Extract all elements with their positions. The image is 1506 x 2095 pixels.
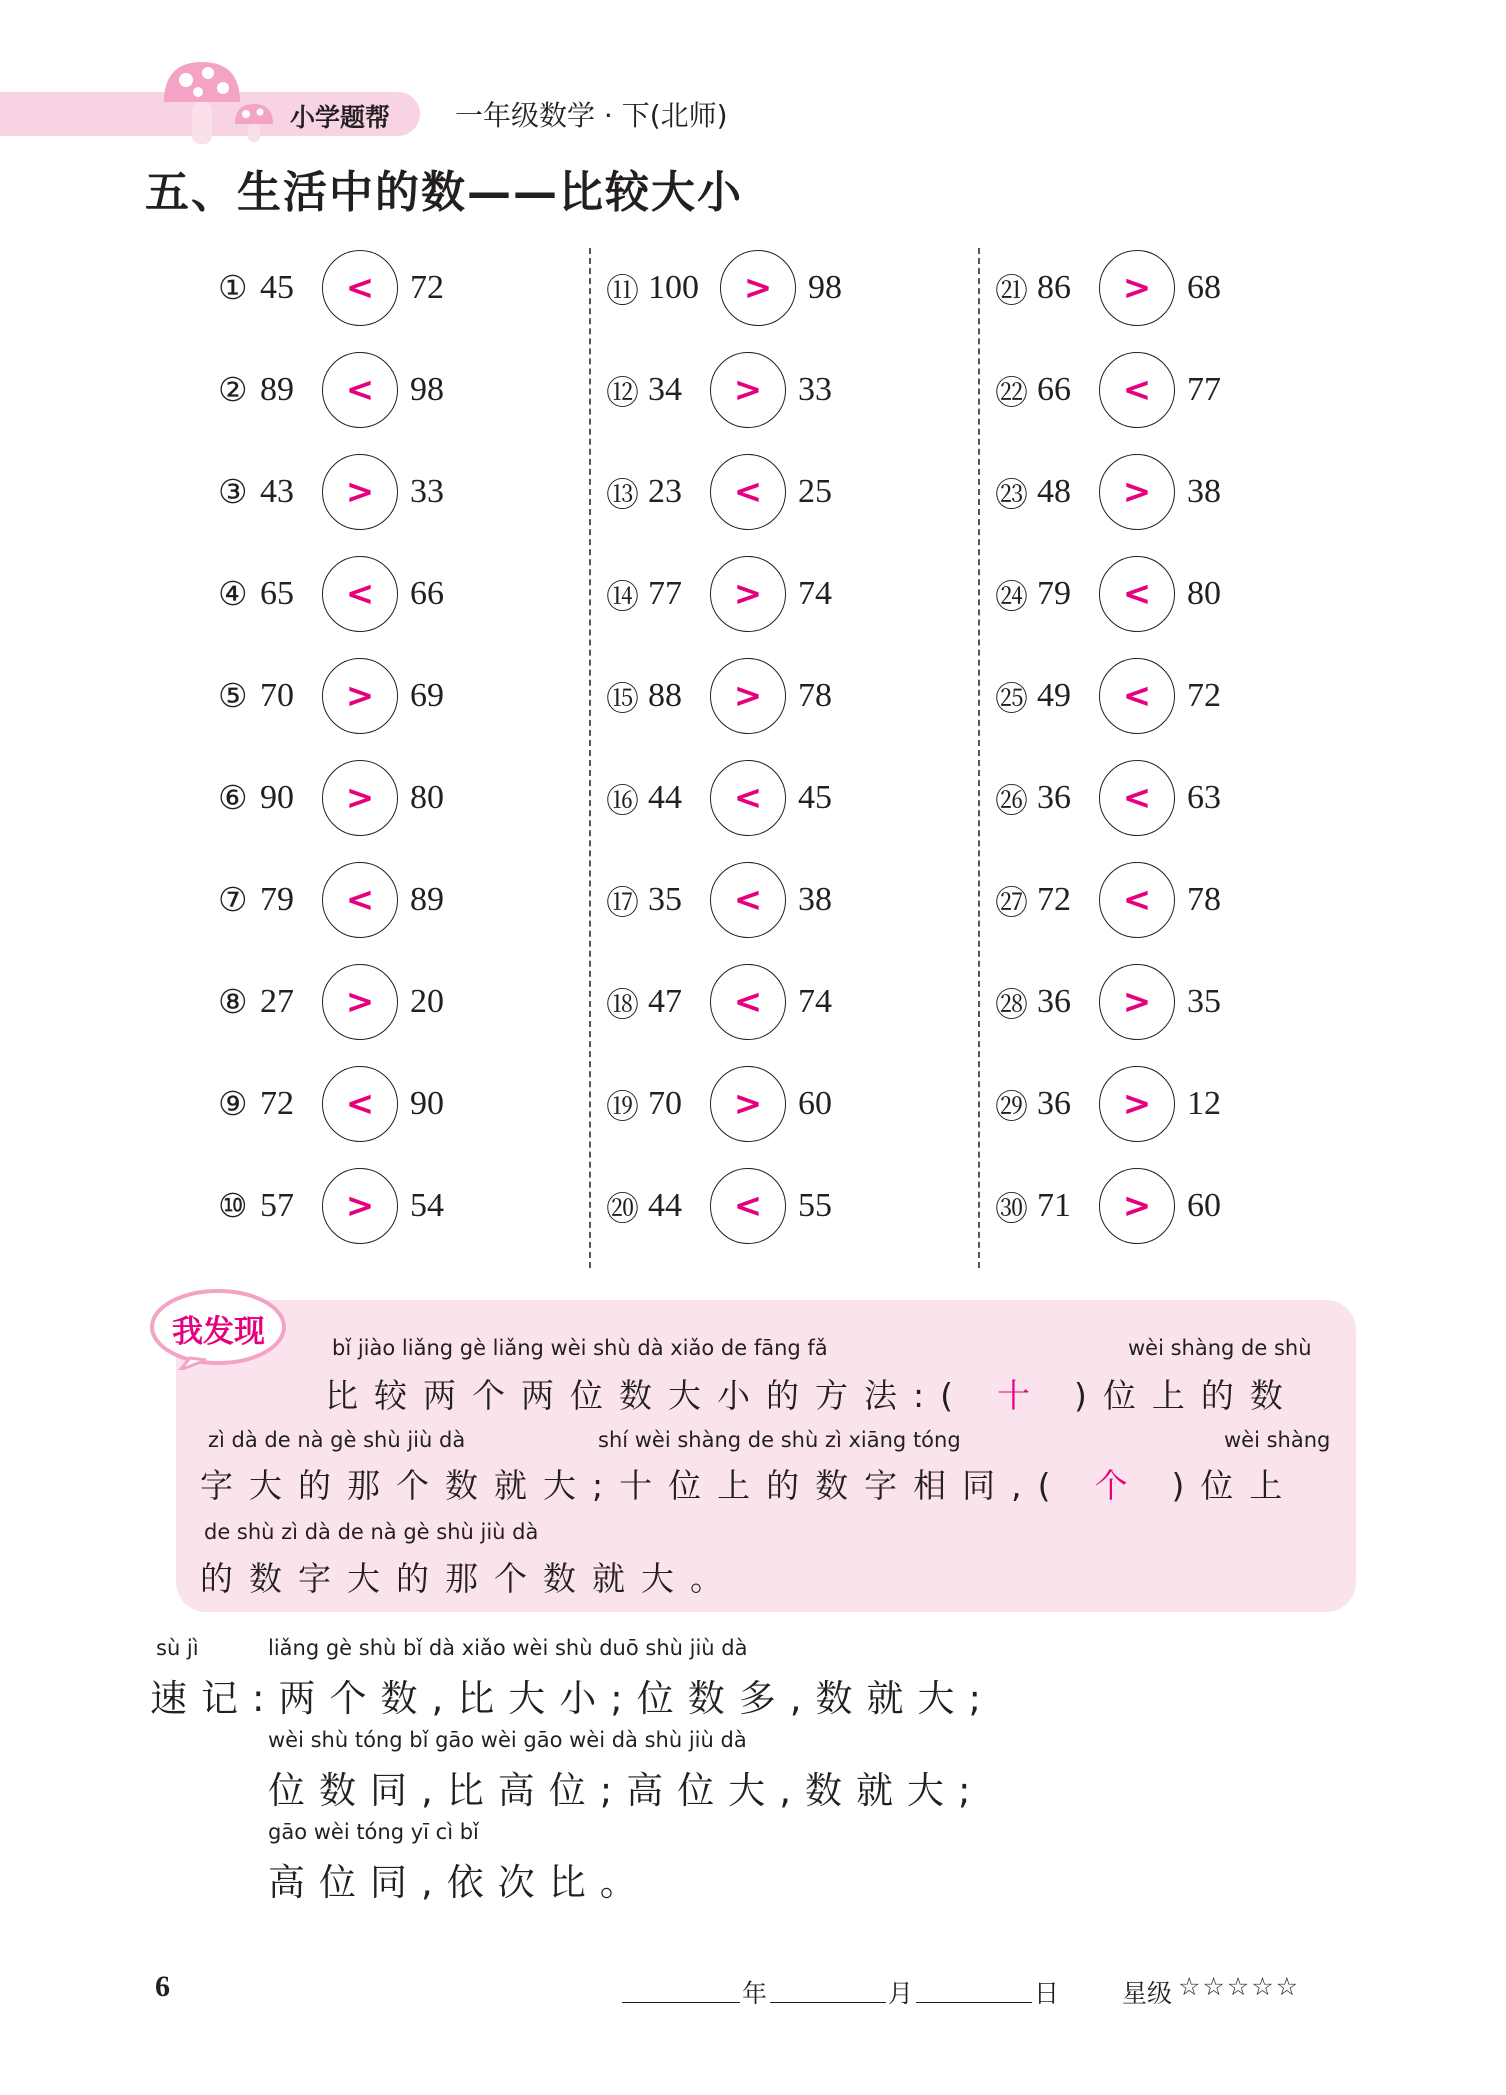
left-number: 36 <box>1037 1085 1071 1122</box>
comparison-row <box>218 962 480 1042</box>
comparison-answer-circle[interactable]: < <box>1099 760 1175 836</box>
comparison-answer-circle[interactable]: > <box>710 1066 786 1142</box>
right-number: 98 <box>808 269 842 306</box>
comparison-row <box>995 656 1257 736</box>
comparison-answer-circle[interactable]: > <box>710 352 786 428</box>
comparison-answer-circle[interactable]: > <box>1099 1168 1175 1244</box>
question-number: ① <box>218 271 248 307</box>
question-number: ⑪ <box>606 273 639 310</box>
comparison-answer-circle[interactable]: < <box>710 760 786 836</box>
comparison-row <box>218 860 480 940</box>
right-number: 74 <box>798 575 832 612</box>
right-number: 60 <box>1187 1187 1221 1224</box>
question-number: ⑨ <box>218 1087 248 1123</box>
left-number: 35 <box>648 881 682 918</box>
month-blank[interactable] <box>770 2002 886 2003</box>
comparison-row <box>995 860 1257 940</box>
right-number: 74 <box>798 983 832 1020</box>
left-number: 100 <box>648 269 699 306</box>
memo-pinyin: gāo wèi tóng yī cì bǐ <box>268 1820 479 1844</box>
day-label: 日 <box>1034 1979 1060 2008</box>
column-divider <box>978 248 980 1268</box>
right-number: 45 <box>798 779 832 816</box>
left-number: 89 <box>260 371 294 408</box>
right-number: 33 <box>410 473 444 510</box>
discover-text: 字大的那个数就大;十位上的数字相同,( <box>200 1466 1067 1505</box>
comparison-answer-circle[interactable]: < <box>710 964 786 1040</box>
right-number: 78 <box>798 677 832 714</box>
comparison-row <box>995 350 1257 430</box>
discover-text: 比较两个两位数大小的方法:( <box>325 1376 969 1415</box>
series-name: 小学题帮 <box>290 103 391 132</box>
discover-text: )位上的数 <box>1074 1376 1299 1415</box>
question-number: ㉘ <box>995 987 1028 1024</box>
comparison-row <box>606 962 868 1042</box>
left-number: 48 <box>1037 473 1071 510</box>
comparison-row <box>606 860 868 940</box>
left-number: 34 <box>648 371 682 408</box>
comparison-answer-circle[interactable]: < <box>1099 658 1175 734</box>
comparison-answer-circle[interactable]: < <box>710 1168 786 1244</box>
question-number: ⑮ <box>606 681 639 718</box>
right-number: 54 <box>410 1187 444 1224</box>
pinyin-line: wèi shàng de shù <box>1128 1336 1312 1360</box>
comparison-answer-circle[interactable]: < <box>322 1066 398 1142</box>
left-number: 86 <box>1037 269 1071 306</box>
comparison-answer-circle[interactable]: > <box>322 1168 398 1244</box>
question-number: ㉗ <box>995 885 1028 922</box>
comparison-answer-circle[interactable]: > <box>720 250 796 326</box>
left-number: 79 <box>260 881 294 918</box>
right-number: 89 <box>410 881 444 918</box>
question-number: ⑬ <box>606 477 639 514</box>
right-number: 12 <box>1187 1085 1221 1122</box>
comparison-row <box>606 1064 868 1144</box>
answer-tens: 十 <box>997 1376 1046 1415</box>
left-number: 72 <box>1037 881 1071 918</box>
left-number: 23 <box>648 473 682 510</box>
comparison-answer-circle[interactable]: > <box>1099 454 1175 530</box>
comparison-row <box>606 248 878 328</box>
right-number: 35 <box>1187 983 1221 1020</box>
discover-text: )位上 <box>1171 1466 1299 1505</box>
question-number: ㉕ <box>995 681 1028 718</box>
page-number: 6 <box>155 1970 170 2003</box>
left-number: 57 <box>260 1187 294 1224</box>
right-number: 69 <box>410 677 444 714</box>
left-number: 65 <box>260 575 294 612</box>
left-number: 79 <box>1037 575 1071 612</box>
right-number: 80 <box>1187 575 1221 612</box>
right-number: 72 <box>410 269 444 306</box>
memo-pinyin: wèi shù tóng bǐ gāo wèi gāo wèi dà shù jiù dà <box>268 1728 747 1752</box>
pinyin-line: bǐ jiào liǎng gè liǎng wèi shù dà xiǎo de fāng fǎ <box>332 1336 828 1360</box>
right-number: 63 <box>1187 779 1221 816</box>
question-number: ⑧ <box>218 985 248 1021</box>
right-number: 25 <box>798 473 832 510</box>
question-number: ⑦ <box>218 883 248 919</box>
question-number: ㉖ <box>995 783 1028 820</box>
column-divider <box>589 248 591 1268</box>
right-number: 33 <box>798 371 832 408</box>
comparison-answer-circle[interactable]: < <box>322 250 398 326</box>
left-number: 44 <box>648 1187 682 1224</box>
question-number: ㉙ <box>995 1089 1028 1126</box>
left-number: 47 <box>648 983 682 1020</box>
comparison-row <box>218 350 480 430</box>
month-label: 月 <box>888 1979 914 2008</box>
question-number: ⑤ <box>218 679 248 715</box>
comparison-row <box>995 452 1257 532</box>
comparison-row <box>606 350 868 430</box>
left-number: 90 <box>260 779 294 816</box>
left-number: 43 <box>260 473 294 510</box>
question-number: ⑰ <box>606 885 639 922</box>
comparison-row <box>995 1064 1257 1144</box>
comparison-row <box>606 452 868 532</box>
small-mushroom-icon <box>232 100 276 144</box>
question-number: ⑩ <box>218 1189 248 1225</box>
right-number: 90 <box>410 1085 444 1122</box>
year-label: 年 <box>742 1979 768 2008</box>
right-number: 80 <box>410 779 444 816</box>
comparison-row <box>995 554 1257 634</box>
comparison-answer-circle[interactable]: > <box>322 658 398 734</box>
question-number: ㉒ <box>995 375 1028 412</box>
memo-line-1: 速记:两个数,比大小;位数多,数就大; <box>150 1677 995 1720</box>
left-number: 45 <box>260 269 294 306</box>
comparison-row <box>995 962 1257 1042</box>
comparison-row <box>995 248 1257 328</box>
right-number: 77 <box>1187 371 1221 408</box>
right-number: 55 <box>798 1187 832 1224</box>
comparison-answer-circle[interactable]: < <box>322 556 398 632</box>
book-title: 一年级数学 · 下(北师) <box>455 99 728 132</box>
question-number: ④ <box>218 577 248 613</box>
memo-pinyin: sù jì <box>156 1636 199 1660</box>
discovery-badge-label: 我发现 <box>172 1314 265 1350</box>
left-number: 88 <box>648 677 682 714</box>
comparison-answer-circle[interactable]: > <box>322 760 398 836</box>
question-number: ③ <box>218 475 248 511</box>
right-number: 20 <box>410 983 444 1020</box>
left-number: 36 <box>1037 983 1071 1020</box>
comparison-answer-circle[interactable]: > <box>322 964 398 1040</box>
left-number: 66 <box>1037 371 1071 408</box>
right-number: 66 <box>410 575 444 612</box>
comparison-answer-circle[interactable]: > <box>1099 250 1175 326</box>
right-number: 68 <box>1187 269 1221 306</box>
left-number: 27 <box>260 983 294 1020</box>
question-number: ⑥ <box>218 781 248 817</box>
right-number: 60 <box>798 1085 832 1122</box>
question-number: ⑳ <box>606 1191 639 1228</box>
comparison-row <box>995 1166 1257 1246</box>
discover-line-3: 的数字大的那个数就大。 <box>200 1559 739 1598</box>
discover-line-2 <box>200 1460 1298 1507</box>
right-number: 98 <box>410 371 444 408</box>
left-number: 70 <box>260 677 294 714</box>
pinyin-line: wèi shàng <box>1224 1428 1331 1452</box>
comparison-row <box>218 452 480 532</box>
question-number: ⑭ <box>606 579 639 616</box>
comparison-answer-circle[interactable]: > <box>322 454 398 530</box>
discover-line-1 <box>325 1370 1299 1417</box>
question-number: ⑲ <box>606 1089 639 1126</box>
memo-pinyin: liǎng gè shù bǐ dà xiǎo wèi shù duō shù jiù dà <box>268 1636 748 1660</box>
left-number: 44 <box>648 779 682 816</box>
comparison-answer-circle[interactable]: < <box>322 352 398 428</box>
section-title: 五、生活中的数——比较大小 <box>145 167 743 218</box>
comparison-answer-circle[interactable]: > <box>1099 964 1175 1040</box>
comparison-row <box>606 656 868 736</box>
comparison-answer-circle[interactable]: > <box>710 658 786 734</box>
comparison-row <box>606 1166 868 1246</box>
question-number: ② <box>218 373 248 409</box>
comparison-answer-circle[interactable]: < <box>1099 862 1175 938</box>
comparison-row <box>218 1166 480 1246</box>
left-number: 36 <box>1037 779 1071 816</box>
memo-line-3: 高位同,依次比。 <box>268 1861 651 1904</box>
left-number: 77 <box>648 575 682 612</box>
answer-ones: 个 <box>1094 1466 1144 1505</box>
question-number: ㉚ <box>995 1191 1028 1228</box>
question-number: ⑱ <box>606 987 639 1024</box>
right-number: 38 <box>798 881 832 918</box>
right-number: 78 <box>1187 881 1221 918</box>
day-blank[interactable] <box>916 2002 1032 2003</box>
comparison-row <box>218 656 480 736</box>
comparison-answer-circle[interactable]: < <box>1099 352 1175 428</box>
year-blank[interactable] <box>622 2002 740 2003</box>
left-number: 71 <box>1037 1187 1071 1224</box>
memo-line-2: 位数同,比高位;高位大,数就大; <box>268 1769 985 1812</box>
left-number: 49 <box>1037 677 1071 714</box>
comparison-answer-circle[interactable]: > <box>710 556 786 632</box>
comparison-answer-circle[interactable]: < <box>710 454 786 530</box>
comparison-row <box>606 758 868 838</box>
question-number: ㉓ <box>995 477 1028 514</box>
comparison-row <box>606 554 868 634</box>
comparison-answer-circle[interactable]: > <box>1099 1066 1175 1142</box>
comparison-answer-circle[interactable]: < <box>1099 556 1175 632</box>
pinyin-line: shí wèi shàng de shù zì xiāng tóng <box>598 1428 961 1452</box>
comparison-row <box>995 758 1257 838</box>
pinyin-line: zì dà de nà gè shù jiù dà <box>208 1428 466 1452</box>
comparison-row <box>218 1064 480 1144</box>
question-number: ㉔ <box>995 579 1028 616</box>
comparison-row <box>218 248 480 328</box>
right-number: 38 <box>1187 473 1221 510</box>
right-number: 72 <box>1187 677 1221 714</box>
question-number: ㉑ <box>995 273 1028 310</box>
left-number: 70 <box>648 1085 682 1122</box>
comparison-answer-circle[interactable]: < <box>710 862 786 938</box>
left-number: 72 <box>260 1085 294 1122</box>
question-number: ⑫ <box>606 375 639 412</box>
question-number: ⑯ <box>606 783 639 820</box>
rating-stars[interactable]: ☆☆☆☆☆ <box>1178 1972 1301 2001</box>
comparison-answer-circle[interactable]: < <box>322 862 398 938</box>
rating-label: 星级 <box>1122 1979 1173 2008</box>
comparison-row <box>218 758 480 838</box>
pinyin-line: de shù zì dà de nà gè shù jiù dà <box>204 1520 539 1544</box>
comparison-row <box>218 554 480 634</box>
